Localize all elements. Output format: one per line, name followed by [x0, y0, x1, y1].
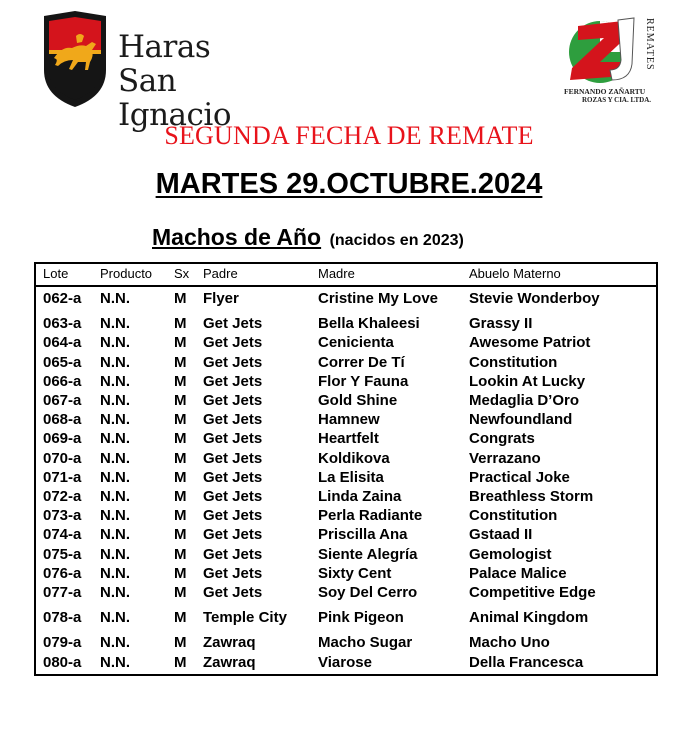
column-header-abuelo-materno: Abuelo Materno [469, 266, 561, 281]
cell-madre: Linda Zaina [318, 488, 402, 505]
section-heading [152, 224, 464, 251]
cell-lote: 070-a [43, 449, 82, 467]
column-header-sx: Sx [174, 266, 190, 281]
cell-padre: Get Jets [203, 526, 263, 544]
cell-padre: Get Jets [203, 468, 263, 486]
cell-abuelo-materno: Stevie Wonderboy [469, 290, 600, 307]
cell-madre: Priscilla Ana [318, 526, 408, 544]
table-row [36, 333, 656, 352]
cell-madre: Cenicienta [318, 334, 394, 352]
cell-sx: M [174, 584, 187, 601]
cell-madre: Macho Sugar [318, 634, 413, 652]
table-row [36, 391, 656, 410]
cell-madre: Sixty Cent [318, 564, 392, 582]
cell-lote: 062-a [43, 290, 82, 307]
column-header-producto: Producto [100, 266, 153, 281]
table-row [36, 449, 656, 468]
cell-padre: Get Jets [203, 449, 263, 467]
cell-producto: N.N. [100, 372, 130, 390]
cell-abuelo-materno: Practical Joke [469, 468, 570, 486]
cell-producto: N.N. [100, 507, 130, 525]
cell-abuelo-materno: Lookin At Lucky [469, 372, 586, 390]
table-row [36, 525, 656, 544]
remates-vertical-text: REMATES [644, 18, 655, 71]
cell-padre: Get Jets [203, 334, 263, 352]
table-row [36, 608, 656, 627]
remates-company-suffix: ROZAS Y CIA. LTDA. [582, 96, 652, 104]
cell-sx: M [174, 315, 187, 333]
lots-table [34, 262, 658, 676]
cell-madre: Hamnew [318, 411, 380, 429]
table-header [36, 264, 656, 287]
zj-remates-logo-icon [560, 14, 642, 86]
cell-padre: Get Jets [203, 507, 263, 525]
table-row [36, 545, 656, 564]
cell-lote: 066-a [43, 372, 82, 390]
column-header-lote: Lote [43, 266, 69, 281]
cell-abuelo-materno: Grassy II [469, 315, 533, 333]
cell-lote: 073-a [43, 507, 82, 525]
cell-lote: 069-a [43, 430, 82, 448]
cell-abuelo-materno: Medaglia D’Oro [469, 392, 580, 409]
haras-name [118, 30, 292, 132]
cell-abuelo-materno: Gstaad II [469, 526, 533, 544]
cell-sx: M [174, 526, 187, 544]
cell-producto: N.N. [100, 430, 130, 448]
cell-lote: 079-a [43, 634, 82, 652]
cell-padre: Get Jets [203, 488, 263, 505]
section-title: Machos de Año [152, 224, 322, 250]
cell-padre: Zawraq [203, 634, 256, 652]
table-row [36, 289, 656, 308]
cell-producto: N.N. [100, 290, 130, 307]
cell-producto: N.N. [100, 334, 130, 352]
table-row [36, 583, 656, 602]
cell-lote: 077-a [43, 584, 82, 601]
cell-lote: 071-a [43, 468, 82, 486]
cell-sx: M [174, 411, 187, 429]
cell-producto: N.N. [100, 411, 130, 429]
cell-sx: M [174, 372, 187, 390]
cell-abuelo-materno: Gemologist [469, 545, 552, 563]
cell-padre: Get Jets [203, 430, 263, 448]
section-note: (nacidos en 2023) [329, 232, 464, 249]
cell-padre: Get Jets [203, 584, 263, 601]
table-row [36, 487, 656, 506]
table-row [36, 564, 656, 583]
cell-sx: M [174, 290, 187, 307]
cell-sx: M [174, 392, 187, 409]
table-row [36, 653, 656, 672]
cell-madre: Koldikova [318, 449, 390, 467]
cell-abuelo-materno: Constitution [469, 353, 558, 371]
cell-sx: M [174, 468, 187, 486]
cell-abuelo-materno: Della Francesca [469, 653, 584, 671]
cell-producto: N.N. [100, 488, 130, 505]
cell-producto: N.N. [100, 449, 130, 467]
cell-sx: M [174, 449, 187, 467]
cell-padre: Get Jets [203, 564, 263, 582]
cell-madre: Correr De Tí [318, 353, 405, 371]
cell-sx: M [174, 545, 187, 563]
cell-padre: Get Jets [203, 411, 263, 429]
cell-sx: M [174, 564, 187, 582]
cell-lote: 074-a [43, 526, 82, 544]
cell-lote: 063-a [43, 315, 82, 333]
cell-madre: La Elisita [318, 468, 384, 486]
cell-padre: Get Jets [203, 353, 263, 371]
cell-sx: M [174, 634, 187, 652]
cell-producto: N.N. [100, 609, 130, 627]
cell-madre: Bella Khaleesi [318, 315, 420, 333]
cell-padre: Flyer [203, 290, 239, 307]
cell-producto: N.N. [100, 468, 130, 486]
cell-lote: 068-a [43, 411, 82, 429]
cell-producto: N.N. [100, 653, 130, 671]
cell-sx: M [174, 430, 187, 448]
cell-producto: N.N. [100, 634, 130, 652]
cell-abuelo-materno: Breathless Storm [469, 488, 594, 505]
cell-padre: Get Jets [203, 372, 263, 390]
remates-company-name: FERNANDO ZAÑARTU [564, 87, 646, 96]
cell-lote: 072-a [43, 488, 82, 505]
table-row [36, 353, 656, 372]
cell-madre: Siente Alegría [318, 545, 418, 563]
cell-producto: N.N. [100, 545, 130, 563]
cell-abuelo-materno: Macho Uno [469, 634, 550, 652]
cell-producto: N.N. [100, 392, 130, 409]
table-row [36, 429, 656, 448]
table-row [36, 633, 656, 652]
cell-madre: Flor Y Fauna [318, 372, 409, 390]
cell-madre: Gold Shine [318, 392, 398, 409]
cell-madre: Viarose [318, 653, 372, 671]
table-row [36, 468, 656, 487]
cell-lote: 075-a [43, 545, 82, 563]
cell-abuelo-materno: Palace Malice [469, 564, 567, 582]
cell-lote: 078-a [43, 609, 82, 627]
cell-abuelo-materno: Awesome Patriot [469, 334, 591, 352]
cell-padre: Get Jets [203, 545, 263, 563]
cell-sx: M [174, 353, 187, 371]
auction-date: MARTES 29.OCTUBRE.2024 [155, 168, 543, 200]
cell-abuelo-materno: Constitution [469, 507, 558, 525]
cell-producto: N.N. [100, 584, 130, 601]
haras-name-line1: Haras [118, 29, 211, 65]
cell-lote: 067-a [43, 392, 82, 409]
cell-madre: Soy Del Cerro [318, 584, 418, 601]
horse-rider-shield-icon [42, 10, 108, 108]
cell-lote: 076-a [43, 564, 82, 582]
cell-sx: M [174, 488, 187, 505]
cell-producto: N.N. [100, 564, 130, 582]
cell-abuelo-materno: Congrats [469, 430, 535, 448]
cell-abuelo-materno: Verrazano [469, 449, 541, 467]
table-row [36, 506, 656, 525]
table-row [36, 314, 656, 333]
cell-madre: Cristine My Love [318, 290, 439, 307]
cell-padre: Zawraq [203, 653, 256, 671]
column-header-madre: Madre [318, 266, 355, 281]
cell-lote: 080-a [43, 653, 82, 671]
cell-producto: N.N. [100, 315, 130, 333]
cell-abuelo-materno: Competitive Edge [469, 584, 596, 601]
cell-producto: N.N. [100, 353, 130, 371]
table-row [36, 372, 656, 391]
cell-madre: Perla Radiante [318, 507, 423, 525]
haras-logo [42, 10, 292, 133]
table-row [36, 410, 656, 429]
cell-lote: 065-a [43, 353, 82, 371]
cell-madre: Pink Pigeon [318, 609, 404, 627]
remates-logo [560, 14, 660, 106]
cell-lote: 064-a [43, 334, 82, 352]
cell-sx: M [174, 507, 187, 525]
column-header-padre: Padre [203, 266, 238, 281]
cell-sx: M [174, 334, 187, 352]
cell-madre: Heartfelt [318, 430, 379, 448]
cell-padre: Temple City [203, 609, 287, 627]
haras-name-line2: San Ignacio [118, 63, 231, 133]
cell-padre: Get Jets [203, 315, 263, 333]
cell-sx: M [174, 653, 187, 671]
auction-subtitle: SEGUNDA FECHA DE REMATE [164, 121, 534, 150]
cell-abuelo-materno: Animal Kingdom [469, 609, 589, 627]
cell-sx: M [174, 609, 187, 627]
cell-abuelo-materno: Newfoundland [469, 411, 573, 429]
cell-padre: Get Jets [203, 392, 263, 409]
cell-producto: N.N. [100, 526, 130, 544]
